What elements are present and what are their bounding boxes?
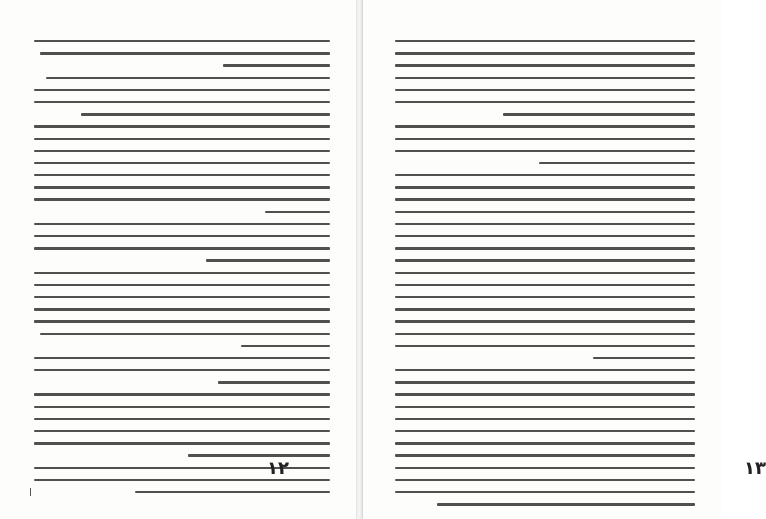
text-line [34, 308, 330, 310]
text-line [593, 357, 695, 359]
text-line [34, 40, 330, 42]
text-line [395, 393, 695, 395]
text-line [395, 381, 695, 383]
text-line [395, 138, 695, 140]
text-line [395, 406, 695, 408]
page-number: ۱۲ [267, 458, 289, 479]
page-number: ۱۳ [744, 458, 766, 479]
text-line [34, 247, 330, 249]
left-page [0, 0, 357, 519]
text-line [395, 101, 695, 103]
text-line [395, 333, 695, 335]
text-line [241, 345, 330, 347]
text-line [395, 247, 695, 249]
text-line [503, 113, 695, 115]
text-line [395, 150, 695, 152]
text-line [34, 418, 330, 420]
paragraph [34, 393, 330, 456]
text-line [34, 174, 330, 176]
text-line [40, 52, 330, 54]
paragraph [34, 357, 330, 384]
text-line [395, 296, 695, 298]
text-line [223, 64, 330, 66]
text-line [34, 369, 330, 371]
paragraph [34, 125, 330, 213]
paragraph [34, 223, 330, 262]
text-line [395, 52, 695, 54]
text-line [395, 467, 695, 469]
text-line [395, 40, 695, 42]
text-line [539, 162, 695, 164]
text-line [34, 393, 330, 395]
paragraph [34, 272, 330, 348]
text-line [395, 89, 695, 91]
text-line [395, 320, 695, 322]
text-line [395, 454, 695, 456]
text-line [395, 418, 695, 420]
text-line [34, 101, 330, 103]
text-line [34, 406, 330, 408]
text-line [34, 198, 330, 200]
text-line [395, 174, 695, 176]
text-line [34, 357, 330, 359]
text-line [395, 308, 695, 310]
text-line [40, 333, 330, 335]
text-line [395, 430, 695, 432]
paragraph [395, 125, 695, 164]
text-line [395, 479, 695, 481]
paragraph [34, 77, 330, 116]
text-line [395, 345, 695, 347]
text-line [34, 89, 330, 91]
text-line [395, 198, 695, 200]
left-page-text [34, 40, 330, 503]
text-line [46, 77, 330, 79]
paragraph [395, 174, 695, 359]
text-line [34, 442, 330, 444]
text-line [34, 479, 330, 481]
text-line [395, 77, 695, 79]
text-line [135, 491, 330, 493]
text-line [34, 320, 330, 322]
text-line [395, 211, 695, 213]
text-line [206, 259, 330, 261]
text-line [34, 272, 330, 274]
text-line [395, 272, 695, 274]
margin-mark [30, 488, 31, 496]
text-line [437, 503, 695, 505]
text-line [265, 211, 330, 213]
text-line [395, 186, 695, 188]
right-page [362, 0, 766, 519]
text-line [395, 235, 695, 237]
text-line [395, 259, 695, 261]
text-line [34, 162, 330, 164]
text-line [34, 430, 330, 432]
text-line [395, 491, 695, 493]
text-line [34, 150, 330, 152]
text-line [395, 125, 695, 127]
paragraph [395, 40, 695, 116]
text-line [34, 125, 330, 127]
right-page-text [395, 40, 695, 515]
text-line [34, 138, 330, 140]
text-line [395, 223, 695, 225]
text-line [395, 369, 695, 371]
text-line [218, 381, 330, 383]
text-line [395, 284, 695, 286]
paragraph [34, 40, 330, 67]
text-line [34, 235, 330, 237]
text-line [34, 223, 330, 225]
text-line [81, 113, 330, 115]
text-line [395, 442, 695, 444]
paragraph [395, 369, 695, 505]
text-line [34, 186, 330, 188]
text-line [188, 454, 330, 456]
text-line [34, 296, 330, 298]
text-line [395, 64, 695, 66]
text-line [34, 284, 330, 286]
